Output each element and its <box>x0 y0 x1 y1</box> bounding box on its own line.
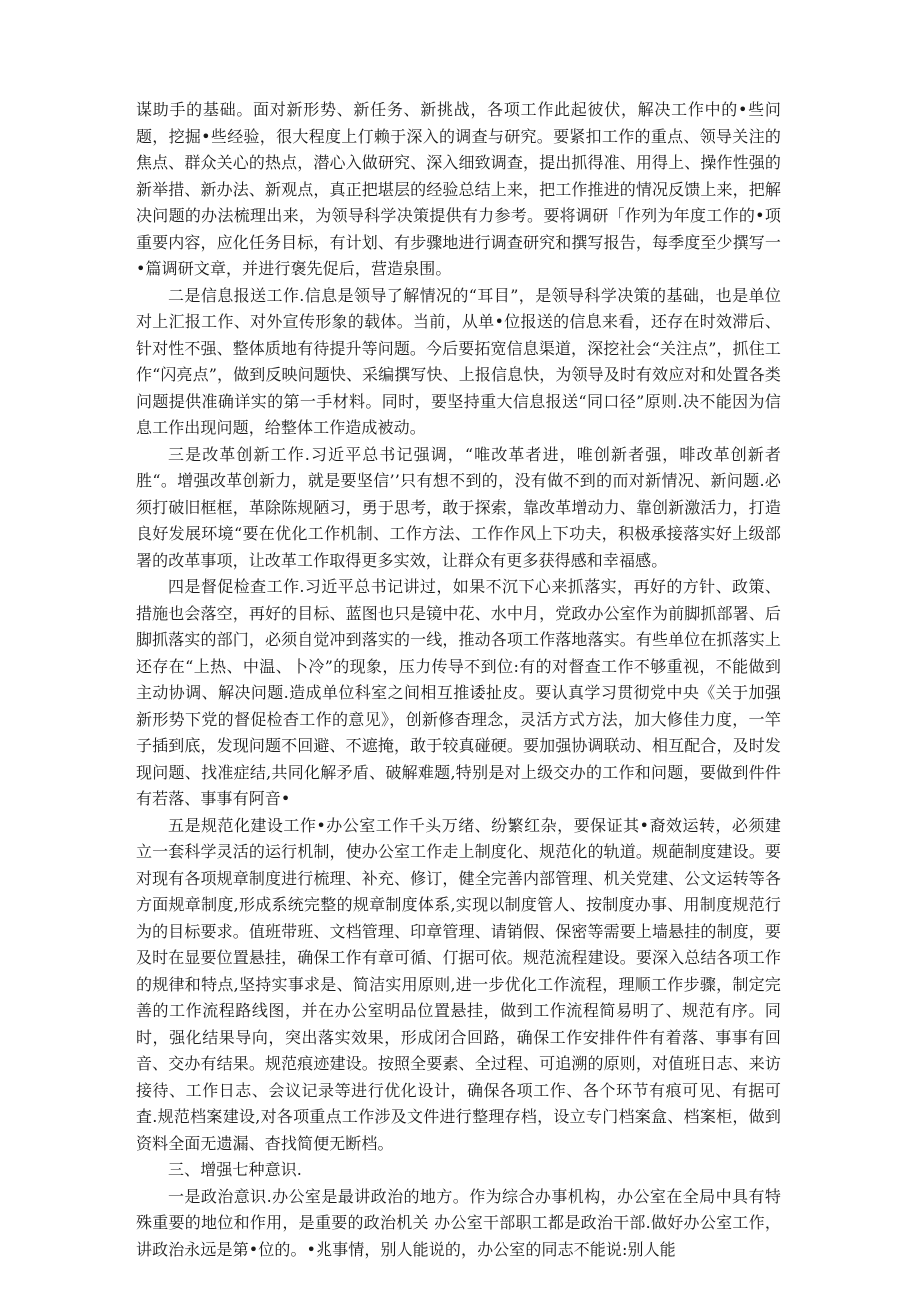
paragraph-information-reporting: 二是信息报送工作.信息是领导了解情况的“耳目”，是领导科学决策的基础，也是单位对上汇报工作、对外宣传形象的载体。当前，从单•位报送的信息来看，还存在时效滞后、针对性不强、整体质地有待提升等问题。今后要拓宽信息渠道，深挖社会“关注点”，抓住工作“闪亮点”，做到反映问题快、采编撰写快、上报信息快，为领导及时有效应对和处置各类问题提供准确详实的第一手材料。同时，要坚持重大信息报送“同口径”原则.决不能因为信息工作出现问题，给整体工作造成被动。 <box>136 285 781 437</box>
document-body <box>136 97 781 1263</box>
paragraph-political-awareness: 一是政治意识.办公室是最讲政治的地方。作为综合办事机构，办公室在全局中具有特殊重要的地位和作用，是重要的政治机关 办公室干部职工都是政治干部.做好办公室工作，讲政治永远是第•位的。•兆事情，别人能说的，办公室的同志不能说:别人能 <box>136 1186 781 1259</box>
paragraph-research: 谋助手的基础。面对新形势、新任务、新挑战，各项工作此起彼伏，解决工作中的•些问题，挖掘•些经验，很大程度上仃赖于深入的调查与研究。要紧扣工作的重点、领导关注的焦点、群众关心的热点，潜心入做研究、深入细致调查，提出抓得准、用得上、操作性强的新举措、新办法、新观点，真正把堪层的经验总结上来，把工作推进的情况反馈上来，把解决问题的办法梳理出来，为领导科学决策提供有力参考。要将调研「作列为年度工作的•项重要内容，应化任务目标，有计划、有步骤地进行调查研究和撰写报告，每季度至少撰写一•篇调研文章，并进行褒先促后，营造泉围。 <box>136 100 781 278</box>
paragraph-supervision-inspection: 四是督促检查工作.习近平总书记讲过，如果不沉下心来抓落实，再好的方针、政策、措施也会落空，再好的目标、蓝图也只是镜中花、水中月，党政办公室作为前脚抓部署、后脚抓落实的部门，必须自觉冲到落实的一线，推动各项工作落地落实。有些单位在抓落实上还存在“上热、中温、卜冷”的现象，压力传导不到位:有的对督查工作不够重视，不能做到主动协调、解决问题.造成单位科室之间相互推诿扯皮。要认真学习贯彻党中央《关于加强新形势下党的督促检杳工作的意见》，创新修杳理念，灵活方式方法，加大修佳力度，一竿子插到底，发现问题不回避、不遮掩，敢于较真碰硬。要加强协调联动、相互配合，及时发现问题、找准症结,共同化解矛盾、破解难题,特别是对上级交办的工作和问题，要做到件件有若落、事事有阿音• <box>136 577 781 808</box>
section-heading-seven-awareness: 三、增强七种意识. <box>168 1160 302 1179</box>
paragraph-reform-innovation: 三是改革创新工作.习近平总书记强调，“唯改革者进，唯创新者强，啡改革创新者胜“。增强改革创新力，就是要坚信’’只有想不到的，没有做不到的而对新情况、新问题.必须打破旧框框，革除陈规陋习，勇于思考，敢于探索，靠改革增动力、靠创新激活力，打造良好发展环境“要在优化工作机制、工作方法、工作作风上下功夫，积极承接落实好上级部署的改革事项，让改革工作取得更多实效，让群众有更多获得感和幸福感。 <box>136 444 781 570</box>
paragraph-standardization: 五是规范化建设工作•办公室工作千头万绪、纷繁红杂，要保证其•裔效运转，必须建立一套科学灵活的运行机制，使办公室工作走上制度化、规范化的轨道。规葩制度建设。要对现有各项规章制度进行梳理、补充、修订，健全完善内部管理、机关党建、公文运转等各方面规章制度,形成系统完整的规章制度体系,实现以制度管人、按制度办事、用制度规范行为的目标要求。值班带班、文档管理、印章管理、请销假、保密等需要上墙悬挂的制度，要及时在显要位置悬挂，确保工作有章可循、仃据可依。规范流程建设。要深入总结各项工作的规律和特点,坚持实事求是、简洁实用原则,进一步优化工作流程，理顺工作步骤，制定完善的工作流程路线图，并在办公室明品位置悬挂，做到工作流程简易明了、规范有序。同时，强化结果导向，突出落实效果，形成闭合回路，确保工作安排件件有着落、事事有回音、交办有结果。规范痕迹建设。按照全要素、全过程、可追溯的原则，对值班日志、来访接待、工作日志、会议记录等进行优化设计，确保各项工作、各个环节有痕可见、有据可査.规范档案建设,对各项重点工作涉及文件进行整理存档，设立专门档案盒、档案柜，做到资料全面无遗漏、杳找简便无断档。 <box>136 815 781 1153</box>
